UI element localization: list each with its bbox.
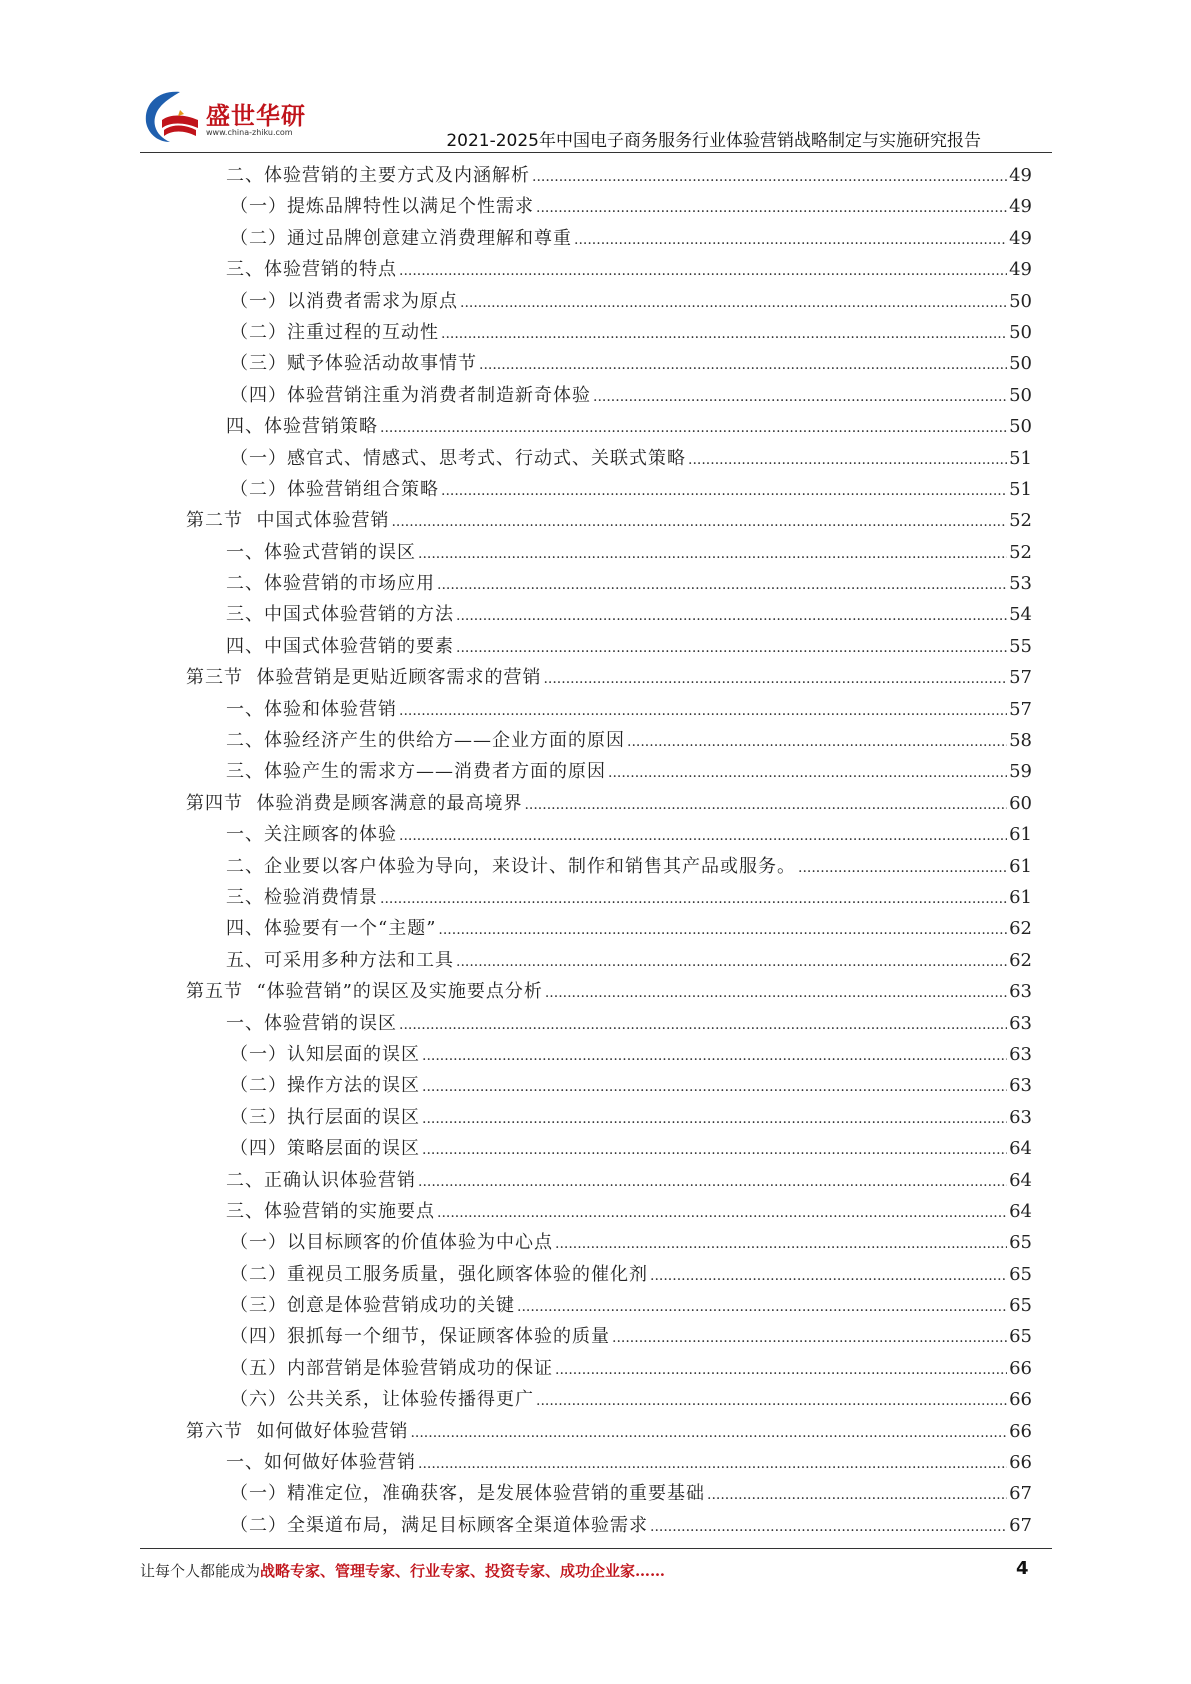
table-of-contents bbox=[186, 160, 1032, 1541]
toc-entry-label: （四）体验营销注重为消费者制造新奇体验 bbox=[230, 384, 591, 406]
toc-entry-label: （三）赋予体验活动故事情节 bbox=[230, 353, 477, 375]
toc-entry-page: 57 bbox=[1009, 698, 1032, 720]
report-title: 2021-2025年中国电子商务服务行业体验营销战略制定与实施研究报告 bbox=[446, 131, 981, 151]
toc-entry-label: （二）全渠道布局，满足目标顾客全渠道体验需求 bbox=[230, 1514, 648, 1536]
toc-entry[interactable] bbox=[186, 505, 1032, 536]
toc-entry-page: 58 bbox=[1009, 730, 1032, 752]
toc-entry-page: 53 bbox=[1009, 573, 1032, 595]
toc-dot-leader bbox=[399, 821, 1007, 852]
toc-entry[interactable] bbox=[186, 788, 1032, 819]
toc-entry-label: （一）以消费者需求为原点 bbox=[230, 290, 458, 312]
toc-entry-page: 50 bbox=[1009, 321, 1032, 343]
toc-entry-page: 60 bbox=[1009, 792, 1032, 814]
toc-entry[interactable] bbox=[186, 380, 1032, 411]
toc-entry-label: （一）感官式、情感式、思考式、行动式、关联式策略 bbox=[230, 447, 686, 469]
toc-dot-leader bbox=[399, 256, 1007, 287]
toc-entry[interactable] bbox=[186, 568, 1032, 599]
toc-entry-page: 65 bbox=[1009, 1232, 1032, 1254]
toc-entry[interactable] bbox=[186, 286, 1032, 317]
toc-entry[interactable] bbox=[186, 631, 1032, 662]
toc-dot-leader bbox=[422, 1041, 1007, 1072]
toc-dot-leader bbox=[441, 319, 1007, 350]
toc-entry-page: 50 bbox=[1009, 384, 1032, 406]
toc-entry-page: 66 bbox=[1009, 1357, 1032, 1379]
toc-entry[interactable] bbox=[186, 191, 1032, 222]
toc-entry[interactable] bbox=[186, 160, 1032, 191]
toc-dot-leader bbox=[422, 1135, 1007, 1166]
toc-entry[interactable] bbox=[186, 1353, 1032, 1384]
toc-entry-page: 63 bbox=[1009, 1043, 1032, 1065]
logo-name: 盛世华研 bbox=[206, 102, 306, 130]
toc-dot-leader bbox=[380, 884, 1007, 915]
toc-entry-label: （一）提炼品牌特性以满足个性需求 bbox=[230, 196, 534, 218]
toc-entry-label: （六）公共关系，让体验传播得更广 bbox=[230, 1389, 534, 1411]
toc-dot-leader bbox=[399, 696, 1007, 727]
toc-entry[interactable] bbox=[186, 913, 1032, 944]
footer-slogan-highlight: 战略专家、管理专家、行业专家、投资专家、成功企业家 bbox=[260, 1562, 636, 1580]
toc-entry-label: 二、体验营销的市场应用 bbox=[226, 573, 435, 595]
toc-entry-label: （五）内部营销是体验营销成功的保证 bbox=[230, 1357, 553, 1379]
toc-entry-page: 49 bbox=[1009, 259, 1032, 281]
toc-entry-label: （三）执行层面的误区 bbox=[230, 1106, 420, 1128]
toc-entry-label: 二、正确认识体验营销 bbox=[226, 1169, 416, 1191]
toc-entry-page: 64 bbox=[1009, 1138, 1032, 1160]
toc-entry[interactable] bbox=[186, 1008, 1032, 1039]
toc-entry-page: 51 bbox=[1009, 478, 1032, 500]
toc-entry-label: 二、体验经济产生的供给方——企业方面的原因 bbox=[226, 730, 625, 752]
toc-dot-leader bbox=[627, 727, 1007, 758]
toc-entry[interactable] bbox=[186, 317, 1032, 348]
toc-entry-page: 50 bbox=[1009, 290, 1032, 312]
toc-entry-label: 第四节 体验消费是顾客满意的最高境界 bbox=[186, 792, 523, 814]
toc-entry[interactable] bbox=[186, 1102, 1032, 1133]
toc-dot-leader bbox=[536, 193, 1007, 224]
toc-entry-page: 62 bbox=[1009, 918, 1032, 940]
toc-dot-leader bbox=[536, 1386, 1007, 1417]
toc-entry-page: 52 bbox=[1009, 541, 1032, 563]
toc-dot-leader bbox=[650, 1512, 1007, 1543]
toc-entry-page: 50 bbox=[1009, 353, 1032, 375]
toc-entry-page: 63 bbox=[1009, 1012, 1032, 1034]
toc-entry[interactable] bbox=[186, 1510, 1032, 1541]
toc-dot-leader bbox=[545, 978, 1007, 1009]
footer-slogan-suffix: …… bbox=[635, 1562, 666, 1580]
toc-entry-page: 65 bbox=[1009, 1295, 1032, 1317]
company-logo bbox=[140, 86, 310, 146]
toc-dot-leader bbox=[574, 225, 1007, 256]
toc-entry[interactable] bbox=[186, 725, 1032, 756]
toc-entry-page: 67 bbox=[1009, 1483, 1032, 1505]
toc-entry-page: 65 bbox=[1009, 1263, 1032, 1285]
toc-entry-page: 63 bbox=[1009, 1106, 1032, 1128]
toc-dot-leader bbox=[399, 1010, 1007, 1041]
toc-entry-label: 一、体验营销的误区 bbox=[226, 1012, 397, 1034]
toc-entry[interactable] bbox=[186, 662, 1032, 693]
toc-dot-leader bbox=[438, 915, 1007, 946]
toc-dot-leader bbox=[418, 539, 1007, 570]
toc-dot-leader bbox=[524, 790, 1007, 821]
toc-dot-leader bbox=[380, 413, 1007, 444]
toc-entry[interactable] bbox=[186, 851, 1032, 882]
toc-entry-label: 四、中国式体验营销的要素 bbox=[226, 635, 454, 657]
toc-entry-label: 一、体验和体验营销 bbox=[226, 698, 397, 720]
toc-dot-leader bbox=[441, 476, 1007, 507]
toc-entry-page: 49 bbox=[1009, 227, 1032, 249]
toc-entry-page: 67 bbox=[1009, 1514, 1032, 1536]
toc-entry-page: 61 bbox=[1009, 824, 1032, 846]
toc-entry-label: （一）认知层面的误区 bbox=[230, 1043, 420, 1065]
toc-entry[interactable] bbox=[186, 819, 1032, 850]
toc-entry-label: 三、中国式体验营销的方法 bbox=[226, 604, 454, 626]
toc-entry-label: 三、体验营销的实施要点 bbox=[226, 1200, 435, 1222]
toc-entry-label: （四）狠抓每一个细节，保证顾客体验的质量 bbox=[230, 1326, 610, 1348]
toc-entry-page: 59 bbox=[1009, 761, 1032, 783]
toc-dot-leader bbox=[593, 382, 1007, 413]
toc-entry-page: 64 bbox=[1009, 1200, 1032, 1222]
toc-entry[interactable] bbox=[186, 254, 1032, 285]
toc-entry-page: 66 bbox=[1009, 1452, 1032, 1474]
footer-slogan bbox=[140, 1560, 665, 1581]
toc-entry[interactable] bbox=[186, 1321, 1032, 1352]
toc-entry[interactable] bbox=[186, 694, 1032, 725]
footer-slogan-prefix: 让每个人都能成为 bbox=[140, 1562, 261, 1580]
toc-entry-label: 第六节 如何做好体验营销 bbox=[186, 1420, 409, 1442]
toc-entry-label: 三、体验营销的特点 bbox=[226, 259, 397, 281]
toc-entry-page: 66 bbox=[1009, 1389, 1032, 1411]
toc-entry-label: （一）以目标顾客的价值体验为中心点 bbox=[230, 1232, 553, 1254]
toc-entry-page: 61 bbox=[1009, 886, 1032, 908]
toc-entry[interactable] bbox=[186, 1070, 1032, 1101]
toc-entry-page: 65 bbox=[1009, 1326, 1032, 1348]
toc-dot-leader bbox=[798, 853, 1007, 884]
toc-entry[interactable] bbox=[186, 1196, 1032, 1227]
toc-entry[interactable] bbox=[186, 1039, 1032, 1070]
toc-entry-page: 66 bbox=[1009, 1420, 1032, 1442]
toc-dot-leader bbox=[543, 664, 1007, 695]
toc-entry-page: 57 bbox=[1009, 667, 1032, 689]
toc-entry[interactable] bbox=[186, 976, 1032, 1007]
toc-entry-page: 55 bbox=[1009, 635, 1032, 657]
toc-entry-label: （三）创意是体验营销成功的关键 bbox=[230, 1295, 515, 1317]
toc-entry-label: （二）操作方法的误区 bbox=[230, 1075, 420, 1097]
toc-entry[interactable] bbox=[186, 1227, 1032, 1258]
toc-entry-label: 三、体验产生的需求方——消费者方面的原因 bbox=[226, 761, 606, 783]
toc-dot-leader bbox=[437, 1198, 1007, 1229]
toc-dot-leader bbox=[456, 633, 1007, 664]
toc-dot-leader bbox=[688, 445, 1007, 476]
toc-entry-label: （二）重视员工服务质量，强化顾客体验的催化剂 bbox=[230, 1263, 648, 1285]
toc-entry-label: （二）体验营销组合策略 bbox=[230, 478, 439, 500]
toc-dot-leader bbox=[532, 162, 1007, 193]
toc-entry-page: 62 bbox=[1009, 949, 1032, 971]
toc-dot-leader bbox=[410, 1418, 1007, 1449]
toc-entry-label: 第五节 “体验营销”的误区及实施要点分析 bbox=[186, 981, 543, 1003]
toc-entry[interactable] bbox=[186, 945, 1032, 976]
toc-entry-label: （二）通过品牌创意建立消费理解和尊重 bbox=[230, 227, 572, 249]
toc-entry[interactable] bbox=[186, 1384, 1032, 1415]
toc-entry-page: 49 bbox=[1009, 196, 1032, 218]
toc-entry-label: （二）注重过程的互动性 bbox=[230, 321, 439, 343]
toc-entry[interactable] bbox=[186, 1447, 1032, 1478]
toc-dot-leader bbox=[437, 570, 1007, 601]
toc-entry[interactable] bbox=[186, 882, 1032, 913]
toc-entry-page: 61 bbox=[1009, 855, 1032, 877]
toc-entry[interactable] bbox=[186, 443, 1032, 474]
toc-entry[interactable] bbox=[186, 537, 1032, 568]
toc-dot-leader bbox=[517, 1292, 1007, 1323]
toc-entry-label: 三、检验消费情景 bbox=[226, 886, 378, 908]
toc-entry[interactable] bbox=[186, 756, 1032, 787]
toc-entry-page: 64 bbox=[1009, 1169, 1032, 1191]
toc-dot-leader bbox=[456, 947, 1007, 978]
toc-entry-page: 49 bbox=[1009, 165, 1032, 186]
toc-dot-leader bbox=[460, 288, 1007, 319]
toc-entry-label: 五、可采用多种方法和工具 bbox=[226, 949, 454, 971]
toc-dot-leader bbox=[612, 1323, 1007, 1354]
toc-dot-leader bbox=[650, 1261, 1007, 1292]
toc-entry-page: 50 bbox=[1009, 416, 1032, 438]
toc-entry-page: 63 bbox=[1009, 981, 1032, 1003]
toc-entry[interactable] bbox=[186, 411, 1032, 442]
toc-entry-label: 四、体验要有一个“主题” bbox=[226, 918, 437, 940]
toc-entry[interactable] bbox=[186, 1259, 1032, 1290]
toc-entry-label: 第二节 中国式体验营销 bbox=[186, 510, 390, 532]
toc-entry[interactable] bbox=[186, 599, 1032, 630]
toc-dot-leader bbox=[456, 601, 1007, 632]
toc-dot-leader bbox=[707, 1480, 1007, 1511]
toc-entry[interactable] bbox=[186, 1416, 1032, 1447]
toc-dot-leader bbox=[608, 758, 1007, 789]
page-header bbox=[0, 0, 1191, 160]
toc-entry[interactable] bbox=[186, 1133, 1032, 1164]
toc-entry[interactable] bbox=[186, 1165, 1032, 1196]
toc-entry-label: 二、体验营销的主要方式及内涵解析 bbox=[226, 165, 530, 186]
toc-dot-leader bbox=[422, 1072, 1007, 1103]
toc-dot-leader bbox=[555, 1355, 1007, 1386]
toc-entry[interactable] bbox=[186, 348, 1032, 379]
toc-entry-page: 54 bbox=[1009, 604, 1032, 626]
header-divider bbox=[140, 152, 1052, 153]
toc-dot-leader bbox=[418, 1167, 1007, 1198]
toc-entry[interactable] bbox=[186, 223, 1032, 254]
toc-dot-leader bbox=[422, 1104, 1007, 1135]
toc-dot-leader bbox=[391, 507, 1007, 538]
toc-dot-leader bbox=[555, 1229, 1007, 1260]
toc-entry[interactable] bbox=[186, 474, 1032, 505]
toc-entry-label: 一、关注顾客的体验 bbox=[226, 824, 397, 846]
toc-entry-label: （一）精准定位，准确获客，是发展体验营销的重要基础 bbox=[230, 1483, 705, 1505]
logo-emblem-icon bbox=[140, 86, 204, 146]
toc-dot-leader bbox=[418, 1449, 1007, 1480]
toc-entry-label: （四）策略层面的误区 bbox=[230, 1138, 420, 1160]
toc-entry-label: 四、体验营销策略 bbox=[226, 416, 378, 438]
toc-entry-label: 第三节 体验营销是更贴近顾客需求的营销 bbox=[186, 667, 542, 689]
footer-divider bbox=[140, 1548, 1052, 1549]
toc-entry-page: 51 bbox=[1009, 447, 1032, 469]
toc-entry-label: 一、如何做好体验营销 bbox=[226, 1452, 416, 1474]
toc-entry-page: 63 bbox=[1009, 1075, 1032, 1097]
toc-entry[interactable] bbox=[186, 1290, 1032, 1321]
toc-entry[interactable] bbox=[186, 1478, 1032, 1509]
page-number: 4 bbox=[1016, 1558, 1029, 1579]
toc-dot-leader bbox=[479, 350, 1007, 381]
logo-url: www.china-zhiku.com bbox=[206, 128, 293, 137]
toc-entry-label: 一、体验式营销的误区 bbox=[226, 541, 416, 563]
toc-entry-label: 二、企业要以客户体验为导向，来设计、制作和销售其产品或服务。 bbox=[226, 855, 796, 877]
toc-entry-page: 52 bbox=[1009, 510, 1032, 532]
